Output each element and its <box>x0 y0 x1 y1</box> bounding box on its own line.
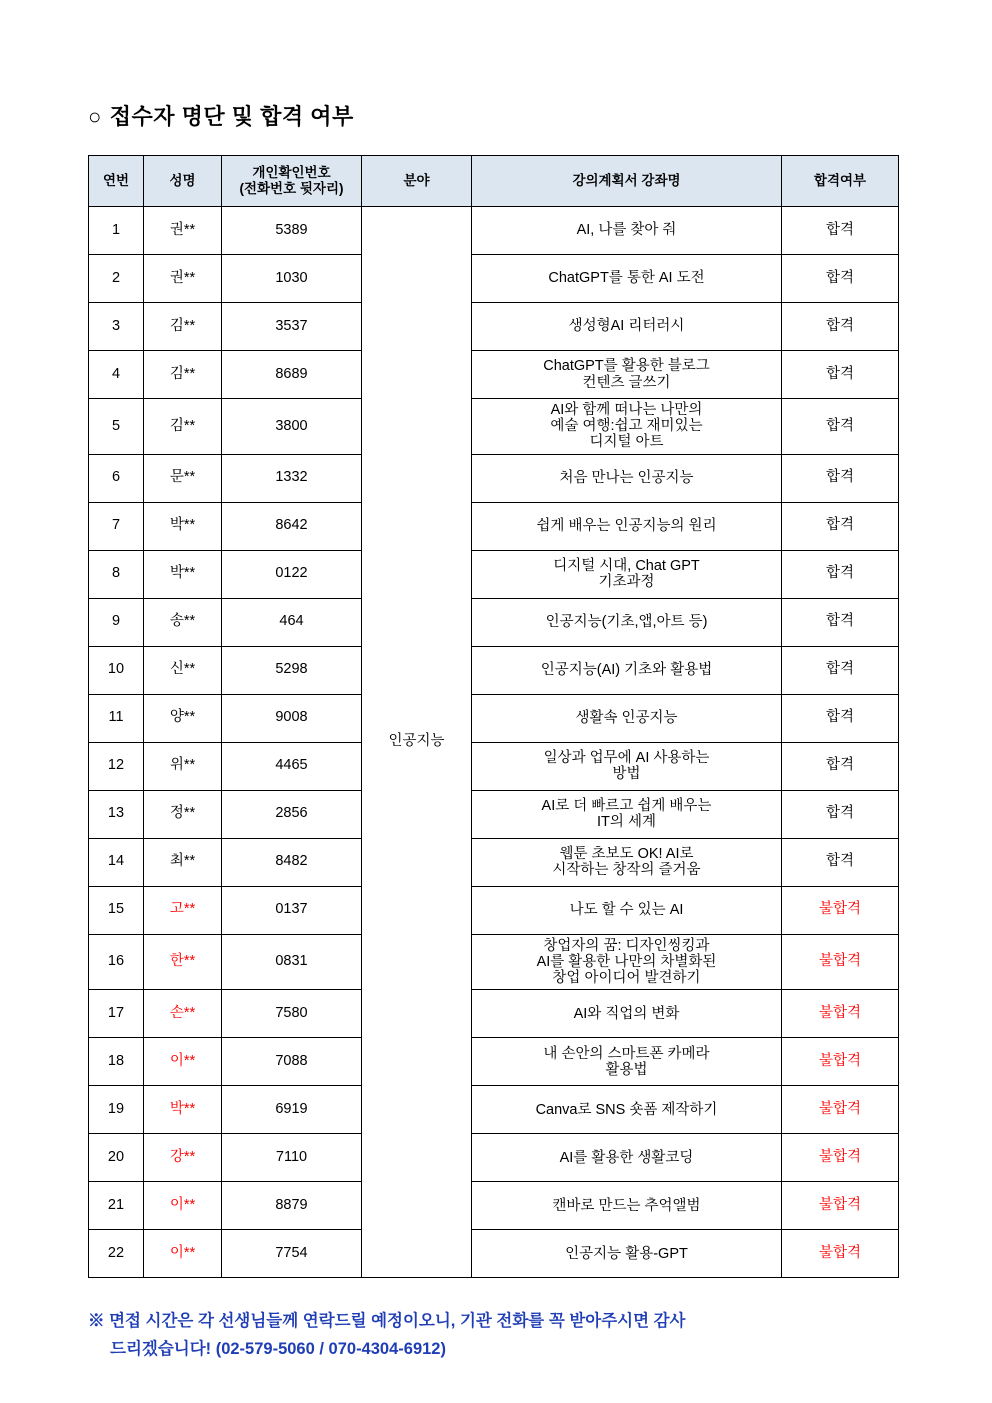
cell-personal-id: 1332 <box>222 454 362 502</box>
cell-no: 3 <box>89 303 144 351</box>
course-title-line: 웹툰 초보도 OK! AI로 <box>559 845 694 862</box>
cell-personal-id: 8482 <box>222 838 362 886</box>
cell-result-status: 합격 <box>782 207 899 255</box>
course-title-line: 생성형AI 리터러시 <box>568 318 685 335</box>
cell-name: 강** <box>144 1134 222 1182</box>
table-row <box>89 550 899 598</box>
course-title-line: Canva로 SNS 숏폼 제작하기 <box>535 1101 718 1118</box>
cell-result-status: 합격 <box>782 646 899 694</box>
cell-personal-id: 7754 <box>222 1230 362 1278</box>
cell-result-status: 불합격 <box>782 934 899 990</box>
cell-no: 2 <box>89 255 144 303</box>
cell-name: 박** <box>144 1086 222 1134</box>
course-title-line: 창업 아이디어 발견하기 <box>552 970 701 987</box>
cell-field: 인공지능 <box>362 207 472 1278</box>
course-title-line: ChatGPT를 통한 AI 도전 <box>548 270 705 287</box>
table-row <box>89 694 899 742</box>
cell-name: 정** <box>144 790 222 838</box>
course-title-line: 나도 할 수 있는 AI <box>569 902 684 919</box>
column-header-result: 합격여부 <box>782 156 899 207</box>
cell-personal-id: 0137 <box>222 886 362 934</box>
course-title-line: 생활속 인공지능 <box>575 710 678 727</box>
cell-name: 권** <box>144 207 222 255</box>
cell-personal-id: 5389 <box>222 207 362 255</box>
cell-no: 11 <box>89 694 144 742</box>
course-title-line: IT의 세계 <box>597 814 656 831</box>
table-row <box>89 351 899 399</box>
course-title-line: 디지털 시대, Chat GPT <box>553 557 700 574</box>
notice-line-2: 드리겠습니다! (02-579-5060 / 070-4304-6912) <box>110 1339 446 1358</box>
column-header-name: 성명 <box>144 156 222 207</box>
cell-personal-id: 7110 <box>222 1134 362 1182</box>
cell-course-title <box>472 742 782 790</box>
table-row <box>89 502 899 550</box>
cell-name: 한** <box>144 934 222 990</box>
cell-result-status: 합격 <box>782 303 899 351</box>
course-title-line: 인공지능(기초,앱,아트 등) <box>545 614 708 631</box>
course-title-line: 활용법 <box>605 1061 648 1078</box>
cell-result-status: 합격 <box>782 742 899 790</box>
notice-text <box>88 1308 918 1362</box>
cell-name: 최** <box>144 838 222 886</box>
cell-course-title <box>472 694 782 742</box>
course-title-line: 디지털 아트 <box>589 434 664 451</box>
course-title-line: 인공지능(AI) 기초와 활용법 <box>540 662 713 679</box>
cell-course-title <box>472 598 782 646</box>
cell-name: 권** <box>144 255 222 303</box>
cell-no: 20 <box>89 1134 144 1182</box>
cell-no: 19 <box>89 1086 144 1134</box>
table-row <box>89 838 899 886</box>
table-row <box>89 454 899 502</box>
page-title <box>88 100 904 131</box>
applicant-roster-table <box>88 155 899 1278</box>
cell-no: 16 <box>89 934 144 990</box>
cell-course-title <box>472 351 782 399</box>
cell-name: 박** <box>144 502 222 550</box>
course-title-line: AI와 직업의 변화 <box>573 1005 680 1022</box>
cell-course-title <box>472 990 782 1038</box>
cell-no: 13 <box>89 790 144 838</box>
cell-personal-id: 9008 <box>222 694 362 742</box>
cell-no: 8 <box>89 550 144 598</box>
cell-name: 손** <box>144 990 222 1038</box>
cell-course-title <box>472 646 782 694</box>
cell-result-status: 불합격 <box>782 1230 899 1278</box>
cell-name: 고** <box>144 886 222 934</box>
course-title-line: 캔바로 만드는 추억앨범 <box>552 1197 701 1214</box>
cell-course-title <box>472 454 782 502</box>
cell-name: 양** <box>144 694 222 742</box>
course-title-line: 인공지능 활용-GPT <box>565 1245 688 1262</box>
course-title-line: 시작하는 창작의 즐거움 <box>552 862 701 879</box>
course-title-line: 처음 만나는 인공지능 <box>559 470 694 487</box>
column-header-pid-line2: (전화번호 뒷자리) <box>239 181 344 196</box>
table-row <box>89 1182 899 1230</box>
cell-name: 이** <box>144 1038 222 1086</box>
table-row <box>89 255 899 303</box>
cell-course-title <box>472 207 782 255</box>
table-row <box>89 886 899 934</box>
cell-result-status: 합격 <box>782 399 899 455</box>
table-row <box>89 1230 899 1278</box>
table-row <box>89 1134 899 1182</box>
cell-personal-id: 1030 <box>222 255 362 303</box>
page-title-text: 접수자 명단 및 합격 여부 <box>109 104 354 129</box>
cell-name: 김** <box>144 351 222 399</box>
cell-result-status: 불합격 <box>782 1182 899 1230</box>
cell-course-title <box>472 1230 782 1278</box>
cell-course-title <box>472 934 782 990</box>
table-row <box>89 742 899 790</box>
cell-result-status: 불합격 <box>782 990 899 1038</box>
cell-no: 18 <box>89 1038 144 1086</box>
table-row <box>89 990 899 1038</box>
notice-line-1: ※ 면접 시간은 각 선생님들께 연락드릴 예정이오니, 기관 전화를 꼭 받아주시면 감사 <box>88 1312 686 1331</box>
cell-course-title <box>472 1038 782 1086</box>
course-title-line: AI로 더 빠르고 쉽게 배우는 <box>541 797 712 814</box>
cell-course-title <box>472 502 782 550</box>
course-title-line: 컨텐츠 글쓰기 <box>582 374 671 391</box>
cell-result-status: 합격 <box>782 790 899 838</box>
course-title-line: 예술 여행:쉽고 재미있는 <box>550 418 703 435</box>
cell-personal-id: 464 <box>222 598 362 646</box>
cell-personal-id: 8689 <box>222 351 362 399</box>
table-row <box>89 1038 899 1086</box>
course-title-line: AI를 활용한 생활코딩 <box>559 1149 694 1166</box>
course-title-line: 일상과 업무에 AI 사용하는 <box>543 749 710 766</box>
cell-personal-id: 3800 <box>222 399 362 455</box>
column-header-field: 분야 <box>362 156 472 207</box>
cell-result-status: 불합격 <box>782 1134 899 1182</box>
cell-result-status: 합격 <box>782 502 899 550</box>
cell-personal-id: 0831 <box>222 934 362 990</box>
cell-personal-id: 3537 <box>222 303 362 351</box>
cell-result-status: 합격 <box>782 454 899 502</box>
cell-personal-id: 6919 <box>222 1086 362 1134</box>
course-title-line: 창업자의 꿈: 디자인씽킹과 <box>543 937 710 954</box>
cell-result-status: 불합격 <box>782 1038 899 1086</box>
cell-name: 김** <box>144 399 222 455</box>
cell-result-status: 합격 <box>782 351 899 399</box>
cell-personal-id: 5298 <box>222 646 362 694</box>
cell-result-status: 합격 <box>782 694 899 742</box>
table-row <box>89 303 899 351</box>
column-header-pid-line1: 개인확인번호 <box>252 164 331 180</box>
course-title-line: 내 손안의 스마트폰 카메라 <box>543 1045 710 1062</box>
cell-no: 4 <box>89 351 144 399</box>
cell-name: 김** <box>144 303 222 351</box>
column-header-no: 연번 <box>89 156 144 207</box>
cell-name: 박** <box>144 550 222 598</box>
cell-name: 이** <box>144 1230 222 1278</box>
cell-no: 1 <box>89 207 144 255</box>
column-header-pid <box>222 156 362 207</box>
cell-name: 위** <box>144 742 222 790</box>
cell-result-status: 불합격 <box>782 886 899 934</box>
table-row <box>89 207 899 255</box>
course-title-line: 쉽게 배우는 인공지능의 원리 <box>536 518 717 535</box>
cell-course-title <box>472 886 782 934</box>
cell-course-title <box>472 838 782 886</box>
cell-name: 송** <box>144 598 222 646</box>
cell-no: 21 <box>89 1182 144 1230</box>
cell-no: 17 <box>89 990 144 1038</box>
cell-course-title <box>472 255 782 303</box>
course-title-line: AI, 나를 찾아 줘 <box>576 222 677 239</box>
cell-personal-id: 8879 <box>222 1182 362 1230</box>
cell-result-status: 불합격 <box>782 1086 899 1134</box>
cell-name: 문** <box>144 454 222 502</box>
cell-result-status: 합격 <box>782 838 899 886</box>
table-row <box>89 646 899 694</box>
table-row <box>89 399 899 455</box>
cell-no: 22 <box>89 1230 144 1278</box>
course-title-line: AI와 함께 떠나는 나만의 <box>550 402 703 418</box>
table-row <box>89 790 899 838</box>
cell-personal-id: 8642 <box>222 502 362 550</box>
cell-result-status: 합격 <box>782 255 899 303</box>
cell-personal-id: 7580 <box>222 990 362 1038</box>
cell-course-title <box>472 790 782 838</box>
cell-personal-id: 7088 <box>222 1038 362 1086</box>
cell-no: 10 <box>89 646 144 694</box>
table-row <box>89 1086 899 1134</box>
cell-result-status: 합격 <box>782 598 899 646</box>
cell-no: 9 <box>89 598 144 646</box>
cell-course-title <box>472 1182 782 1230</box>
column-header-course: 강의계획서 강좌명 <box>472 156 782 207</box>
cell-name: 신** <box>144 646 222 694</box>
table-row <box>89 934 899 990</box>
course-title-line: AI를 활용한 나만의 차별화된 <box>536 953 717 970</box>
cell-no: 14 <box>89 838 144 886</box>
cell-personal-id: 2856 <box>222 790 362 838</box>
cell-no: 6 <box>89 454 144 502</box>
cell-name: 이** <box>144 1182 222 1230</box>
cell-course-title <box>472 1086 782 1134</box>
cell-personal-id: 0122 <box>222 550 362 598</box>
cell-no: 5 <box>89 399 144 455</box>
course-title-line: ChatGPT를 활용한 블로그 <box>543 358 710 375</box>
cell-no: 12 <box>89 742 144 790</box>
course-title-line: 방법 <box>612 766 641 783</box>
table-header-row <box>89 156 899 207</box>
cell-course-title <box>472 399 782 455</box>
bullet-marker: ○ <box>88 104 102 129</box>
course-title-line: 기초과정 <box>598 574 655 591</box>
cell-no: 15 <box>89 886 144 934</box>
cell-no: 7 <box>89 502 144 550</box>
table-body <box>89 207 899 1278</box>
cell-course-title <box>472 1134 782 1182</box>
cell-course-title <box>472 303 782 351</box>
table-row <box>89 598 899 646</box>
cell-result-status: 합격 <box>782 550 899 598</box>
cell-personal-id: 4465 <box>222 742 362 790</box>
cell-course-title <box>472 550 782 598</box>
